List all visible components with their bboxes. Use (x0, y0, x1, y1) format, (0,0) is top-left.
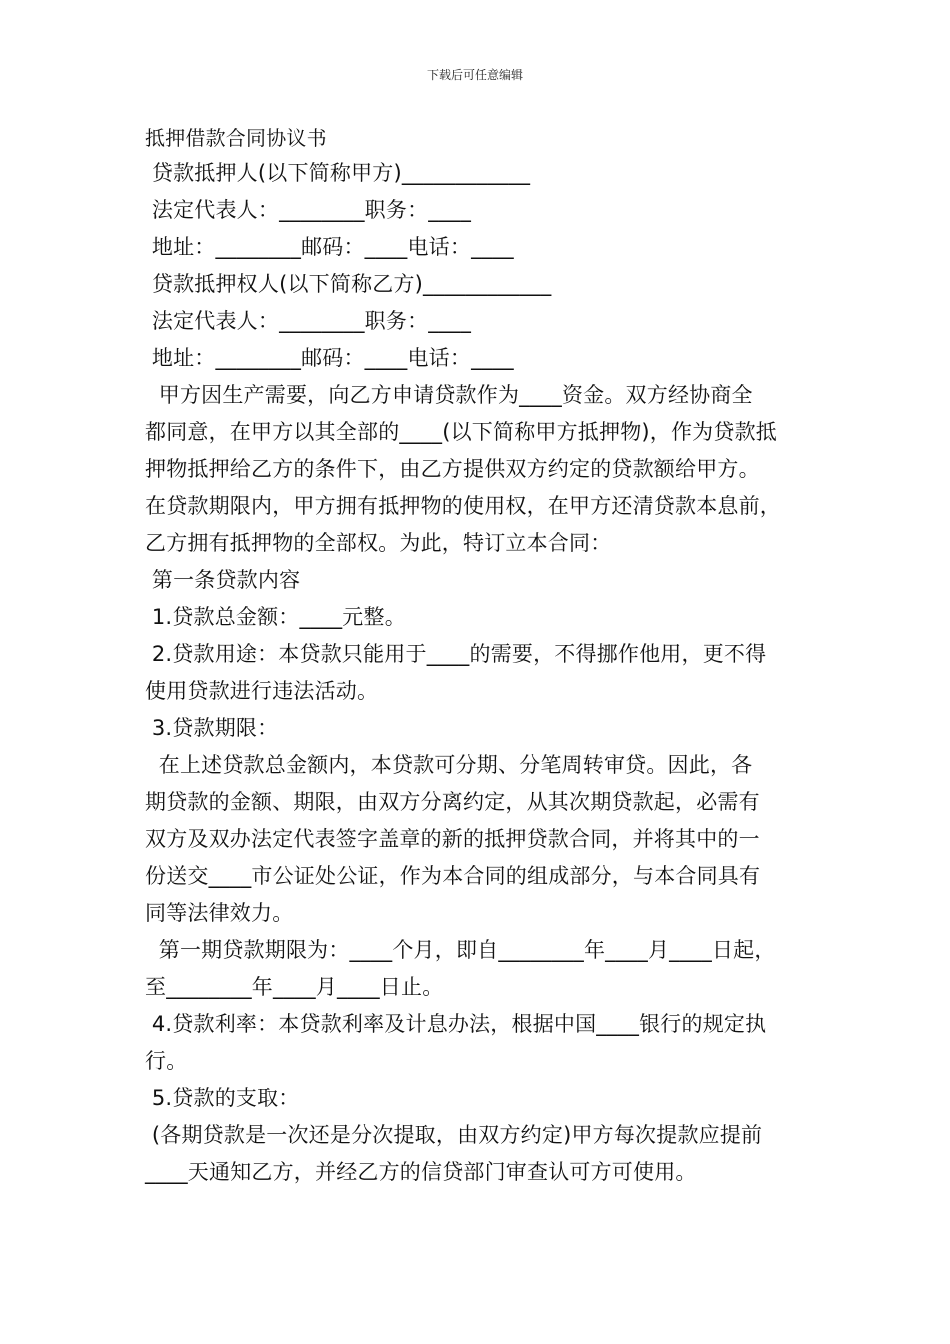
document-line: 1.贷款总金额：____元整。 (145, 605, 406, 629)
document-line: 法定代表人：________职务：____ (145, 309, 472, 333)
document-line: 双方及双办法定代表签字盖章的新的抵押贷款合同，并将其中的一 (145, 827, 760, 851)
document-title: 抵押借款合同协议书 (145, 126, 327, 150)
document-body (145, 121, 825, 1191)
document-line: 第一期贷款期限为：____个月，即自________年____月____日起， (145, 938, 776, 962)
document-line: 押物抵押给乙方的条件下，由乙方提供双方约定的贷款额给甲方。 (145, 457, 760, 481)
document-line: 地址：________邮码：____电话：____ (145, 235, 514, 259)
document-line: 4.贷款利率：本贷款利率及计息办法，根据中国____银行的规定执 (145, 1012, 767, 1036)
document-line: (各期贷款是一次还是分次提取，由双方约定)甲方每次提款应提前 (145, 1123, 763, 1147)
document-line: 2.贷款用途：本贷款只能用于____的需要，不得挪作他用，更不得 (145, 642, 767, 666)
document-line: 使用贷款进行违法活动。 (145, 679, 379, 703)
document-lines (145, 155, 825, 1191)
document-line: 贷款抵押人(以下简称甲方)____________ (145, 161, 531, 185)
document-line: 3.贷款期限： (145, 716, 279, 740)
document-line: 期贷款的金额、期限，由双方分离约定，从其次期贷款起，必需有 (145, 790, 760, 814)
document-line: ____天通知乙方，并经乙方的信贷部门审查认可方可使用。 (145, 1160, 697, 1184)
document-line: 在贷款期限内，甲方拥有抵押物的使用权，在甲方还清贷款本息前， (145, 494, 781, 518)
document-line: 同等法律效力。 (145, 901, 294, 925)
document-line: 在上述贷款总金额内，本贷款可分期、分笔周转审贷。因此，各 (145, 753, 753, 777)
document-line: 都同意，在甲方以其全部的____(以下简称甲方抵押物)，作为贷款抵 (145, 420, 777, 444)
page-header: 下载后可任意编辑 (426, 68, 523, 82)
document-line: 第一条贷款内容 (145, 568, 301, 592)
document-line: 地址：________邮码：____电话：____ (145, 346, 514, 370)
document-line: 至________年____月____日止。 (145, 975, 444, 999)
document-line: 行。 (145, 1049, 188, 1073)
document-line: 5.贷款的支取： (145, 1086, 300, 1110)
document-line: 甲方因生产需要，向乙方申请贷款作为____资金。双方经协商全 (145, 383, 753, 407)
document-line: 贷款抵押权人(以下简称乙方)____________ (145, 272, 552, 296)
document-line: 法定代表人：________职务：____ (145, 198, 472, 222)
document-line: 份送交____市公证处公证，作为本合同的组成部分，与本合同具有 (145, 864, 761, 888)
document-line: 乙方拥有抵押物的全部权。为此，特订立本合同： (145, 531, 612, 555)
